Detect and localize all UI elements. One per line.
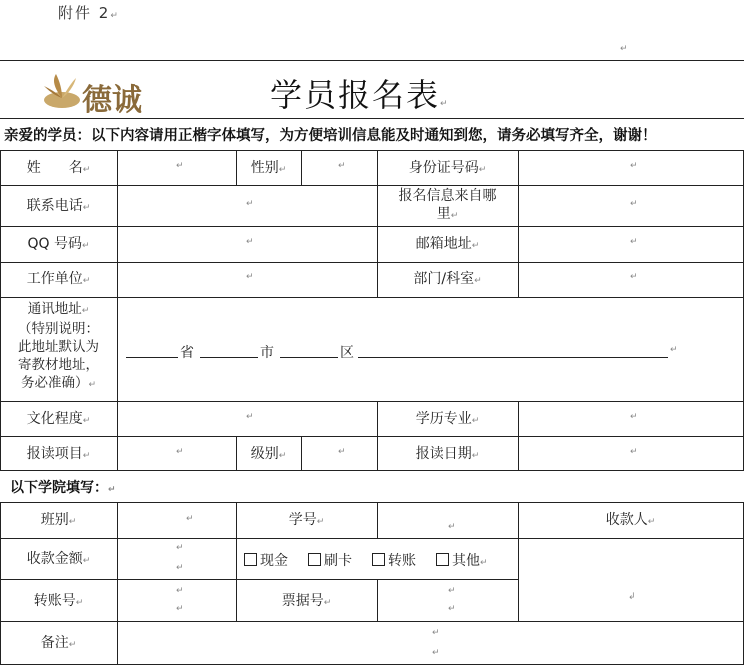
col-line: [301, 436, 302, 470]
row-line: [0, 436, 744, 437]
option-transfer[interactable]: 转账: [372, 550, 416, 570]
level-field[interactable]: ↵: [338, 447, 346, 457]
province-blank[interactable]: [126, 357, 178, 358]
id-number-field[interactable]: ↵: [630, 161, 638, 171]
row-line: [0, 185, 744, 186]
brand-logo-text: 德诚: [82, 83, 142, 118]
attachment-label: 附件 2↵: [58, 4, 120, 22]
level-label: 级别↵: [250, 446, 287, 462]
student-no-field[interactable]: ↵: [448, 522, 456, 532]
email-label: 邮箱地址↵: [415, 236, 480, 252]
receipt-no-field-line2[interactable]: ↵: [448, 604, 456, 614]
option-card[interactable]: 刷卡: [308, 550, 352, 570]
employer-label: 工作单位↵: [26, 271, 91, 287]
remark-field-line2[interactable]: ↵: [432, 648, 440, 658]
row-line: [0, 470, 744, 471]
receipt-no-field[interactable]: ↵: [448, 586, 456, 596]
phone-label: 联系电话↵: [26, 198, 91, 214]
city-blank[interactable]: [200, 357, 258, 358]
form-title: 学员报名表↵: [270, 76, 450, 114]
row-line: [0, 401, 744, 402]
receipt-no-label: 票据号↵: [281, 593, 332, 609]
email-field[interactable]: ↵: [630, 237, 638, 247]
checkbox-icon[interactable]: [372, 553, 385, 566]
remark-field[interactable]: ↵: [432, 628, 440, 638]
col-line: [301, 150, 302, 185]
department-field[interactable]: ↵: [630, 272, 638, 282]
enroll-date-field[interactable]: ↵: [630, 447, 638, 457]
row-line: [0, 538, 744, 539]
logo-icon: [40, 70, 84, 114]
col-line: [117, 502, 118, 664]
enroll-date-label: 报读日期↵: [415, 446, 480, 462]
col-line: [117, 150, 118, 470]
education-label: 文化程度↵: [26, 411, 91, 427]
row-line: [0, 226, 744, 227]
class-field[interactable]: ↵: [186, 514, 194, 524]
payee-field[interactable]: ↲: [628, 592, 636, 602]
col-line: [518, 150, 519, 297]
transfer-no-field-line2[interactable]: ↵: [176, 604, 184, 614]
amount-label: 收款金额↵: [26, 551, 91, 567]
amount-field-line2[interactable]: ↵: [176, 563, 184, 573]
col-line: [377, 502, 378, 538]
para-mark: ↵: [670, 345, 678, 355]
city-label: 市: [260, 345, 274, 361]
option-other[interactable]: 其他↵: [436, 550, 488, 570]
student-no-label: 学号↵: [288, 512, 325, 528]
row-line: [0, 297, 744, 298]
transfer-no-field[interactable]: ↵: [176, 586, 184, 596]
department-label: 部门/科室↵: [413, 271, 482, 287]
education-field[interactable]: ↵: [246, 412, 254, 422]
course-field[interactable]: ↵: [176, 447, 184, 457]
row-line: [0, 621, 744, 622]
para-mark: ↵: [620, 44, 628, 54]
checkbox-icon[interactable]: [308, 553, 321, 566]
phone-field[interactable]: ↵: [246, 199, 254, 209]
payee-label: 收款人↵: [605, 512, 656, 528]
row-line: [0, 664, 744, 665]
checkbox-icon[interactable]: [244, 553, 257, 566]
notice-text: 亲爱的学员：以下内容请用正楷字体填写，为方便培训信息能及时通知到您，请务必填写齐全，谢谢！: [4, 128, 657, 144]
row-line: [0, 150, 744, 151]
id-number-label: 身份证号码↵: [408, 160, 487, 176]
col-line: [377, 579, 378, 621]
qq-label: QQ 号码↵: [27, 236, 90, 252]
top-rule: [0, 60, 744, 61]
info-source-label: 报名信息来自哪 里↵: [398, 188, 497, 222]
qq-field[interactable]: ↵: [246, 237, 254, 247]
option-cash[interactable]: 现金: [244, 550, 288, 570]
address-label: 通讯地址↵ （特别说明： 此地址默认为 寄教材地址， 务必准确）↵: [18, 301, 99, 391]
title-rule: [0, 118, 744, 119]
transfer-no-label: 转账号↵: [33, 593, 84, 609]
district-label: 区: [340, 345, 354, 361]
district-blank[interactable]: [280, 357, 338, 358]
amount-field[interactable]: ↵: [176, 543, 184, 553]
checkbox-icon[interactable]: [436, 553, 449, 566]
name-label: 姓 名↵: [26, 160, 91, 176]
employer-field[interactable]: ↵: [246, 272, 254, 282]
major-label: 学历专业↵: [415, 411, 480, 427]
course-label: 报读项目↵: [26, 446, 91, 462]
major-field[interactable]: ↵: [630, 412, 638, 422]
name-field[interactable]: ↵: [176, 161, 184, 171]
province-label: 省: [180, 345, 194, 361]
row-line: [0, 502, 744, 503]
row-line: [0, 579, 518, 580]
street-blank[interactable]: [358, 357, 668, 358]
col-line: [518, 401, 519, 470]
row-line: [0, 262, 744, 263]
class-label: 班别↵: [40, 512, 77, 528]
info-source-field[interactable]: ↵: [630, 199, 638, 209]
gender-field[interactable]: ↵: [338, 161, 346, 171]
school-section-heading: 以下学院填写：↵: [10, 480, 116, 496]
gender-label: 性别↵: [250, 160, 287, 176]
remark-label: 备注↵: [40, 635, 77, 651]
